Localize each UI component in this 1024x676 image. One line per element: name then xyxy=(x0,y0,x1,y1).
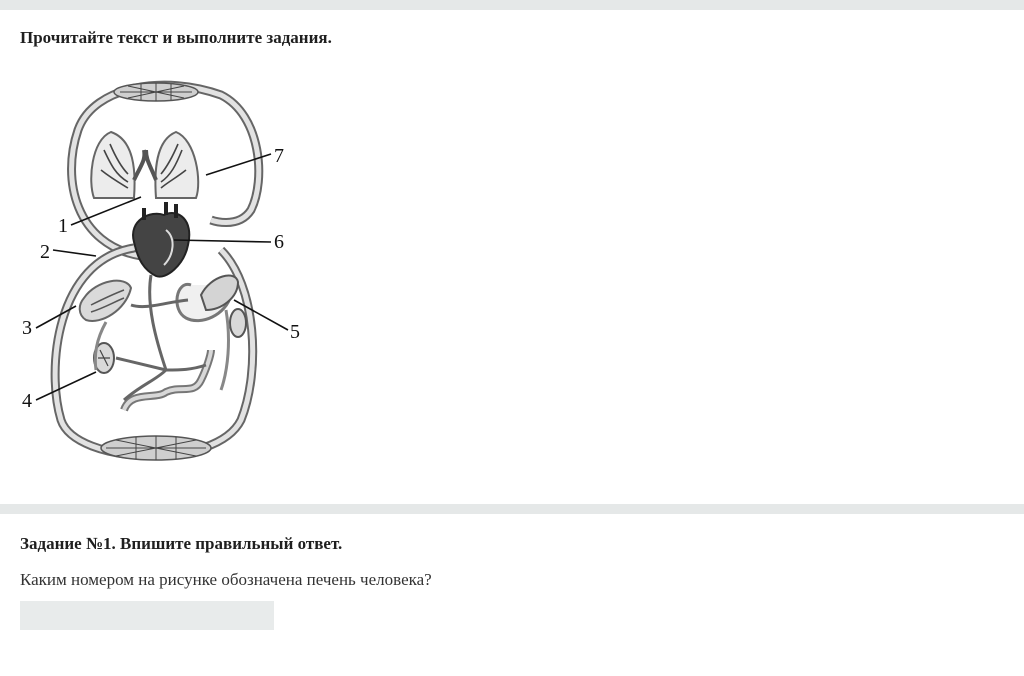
heart xyxy=(133,213,189,277)
liver xyxy=(80,281,131,321)
section-divider xyxy=(0,504,1024,514)
answer-input[interactable] xyxy=(20,601,274,630)
leader-line-4 xyxy=(36,372,96,400)
task-section xyxy=(0,514,1024,676)
right-kidney xyxy=(230,309,246,337)
label-5: 5 xyxy=(290,321,300,343)
top-divider xyxy=(0,0,1024,10)
label-7: 7 xyxy=(274,145,284,167)
spleen xyxy=(201,276,238,310)
intro-section xyxy=(0,10,1024,504)
intestine xyxy=(124,350,211,410)
leader-line-3 xyxy=(36,306,76,328)
left-lung xyxy=(91,132,134,198)
leader-line-2 xyxy=(53,250,96,256)
circulatory-system-diagram xyxy=(16,70,316,475)
task-title: Задание №1. Впишите правильный ответ. xyxy=(20,534,343,553)
task-question: Каким номером на рисунке обозначена печень человека? xyxy=(20,570,432,589)
label-2: 2 xyxy=(40,241,50,263)
label-3: 3 xyxy=(22,317,32,339)
label-1: 1 xyxy=(58,215,68,237)
label-6: 6 xyxy=(274,231,284,253)
intro-heading: Прочитайте текст и выполните задания. xyxy=(20,28,332,47)
label-4: 4 xyxy=(22,390,32,412)
